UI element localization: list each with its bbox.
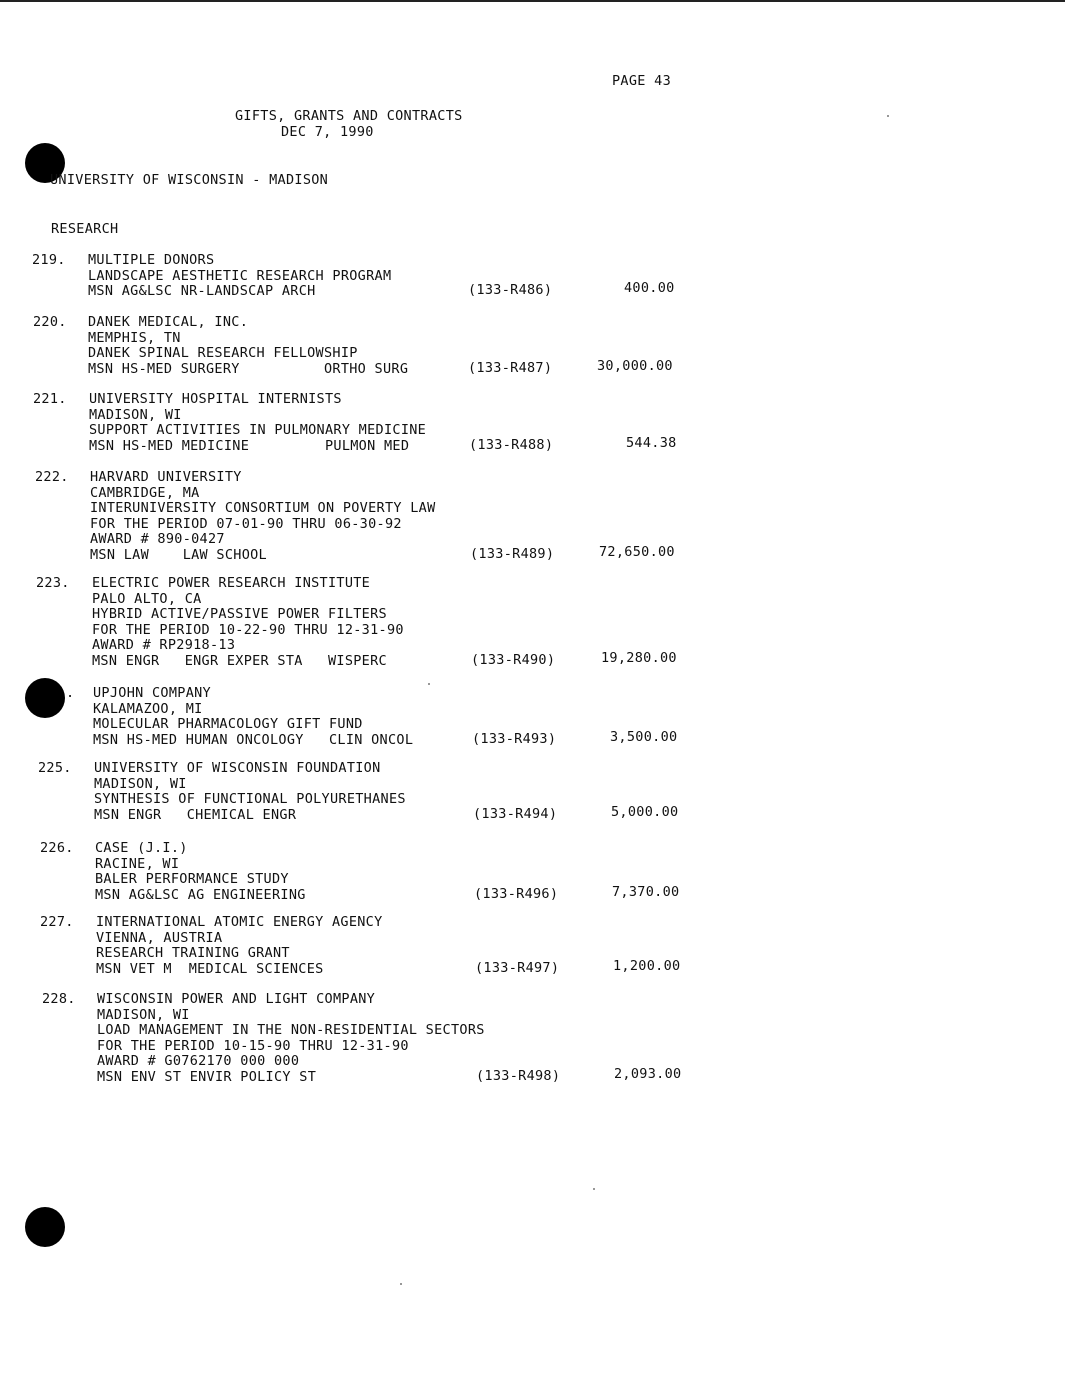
entry-line: RACINE, WI (95, 855, 180, 872)
entry-line: MADISON, WI (94, 775, 187, 792)
entry-account-code: (133-R486) (468, 282, 553, 298)
entry-amount: 3,500.00 (610, 728, 678, 745)
entry-line: KALAMAZOO, MI (93, 700, 203, 717)
entry-line: BALER PERFORMANCE STUDY (95, 871, 289, 887)
entry-number: 223. (36, 575, 70, 591)
entry-number: 220. (33, 314, 67, 330)
scan-speck (593, 1188, 595, 1190)
document-title: GIFTS, GRANTS AND CONTRACTS (235, 108, 463, 124)
entry-line: MSN AG&LSC NR-LANDSCAP ARCH (88, 283, 316, 299)
entry-line: MSN ENGR ENGR EXPER STA WISPERC (92, 652, 387, 669)
entry-line: MULTIPLE DONORS (88, 252, 215, 268)
punch-hole-middle (25, 678, 65, 718)
entry-number: 227. (40, 914, 74, 930)
section-heading: RESEARCH (51, 221, 119, 237)
entry-number: 221. (33, 391, 67, 407)
entry-amount: 400.00 (624, 280, 675, 296)
entry-line: MSN ENGR CHEMICAL ENGR (94, 806, 297, 823)
entry-account-code: (133-R494) (473, 805, 558, 822)
entry-amount: 30,000.00 (597, 357, 673, 374)
institution-name: UNIVERSITY OF WISCONSIN - MADISON (50, 172, 329, 188)
entry-line: INTERNATIONAL ATOMIC ENERGY AGENCY (96, 914, 383, 930)
entry-line: WISCONSIN POWER AND LIGHT COMPANY (97, 991, 376, 1007)
entry-line: DANEK SPINAL RESEARCH FELLOWSHIP (88, 345, 358, 361)
entry-amount: 19,280.00 (601, 649, 677, 666)
scan-top-edge (0, 0, 1065, 2)
entry-line: MSN HS-MED SURGERY ORTHO SURG (88, 360, 409, 377)
entry-line: MSN HS-MED HUMAN ONCOLOGY CLIN ONCOL (93, 731, 414, 748)
entry-line: HYBRID ACTIVE/PASSIVE POWER FILTERS (92, 606, 387, 622)
entry-line: INTERUNIVERSITY CONSORTIUM ON POVERTY LAW (90, 500, 436, 516)
entry-line: PALO ALTO, CA (92, 590, 202, 607)
entry-account-code: (133-R488) (469, 436, 554, 453)
entry-line: MEMPHIS, TN (88, 329, 181, 346)
entry-line: MADISON, WI (97, 1006, 190, 1023)
entry-amount: 72,650.00 (599, 543, 675, 560)
entry-line: FOR THE PERIOD 07-01-90 THRU 06-30-92 (90, 515, 402, 532)
entry-account-code: (133-R489) (470, 545, 555, 562)
document-date: DEC 7, 1990 (281, 124, 374, 140)
entry-line: LOAD MANAGEMENT IN THE NON-RESIDENTIAL SECTORS (97, 1022, 485, 1038)
entry-line: UNIVERSITY HOSPITAL INTERNISTS (89, 391, 342, 407)
entry-amount: 7,370.00 (612, 883, 680, 900)
entry-line: CAMBRIDGE, MA (90, 484, 200, 501)
entry-account-code: (133-R490) (471, 651, 556, 668)
entry-amount: 2,093.00 (614, 1065, 682, 1082)
scan-speck (887, 115, 889, 117)
entry-line: AWARD # RP2918-13 (92, 637, 236, 653)
entry-number: 222. (35, 469, 69, 485)
entry-line: MSN HS-MED MEDICINE PULMON MED (89, 437, 410, 454)
entry-number: 219. (32, 252, 66, 268)
punch-hole-bottom (25, 1207, 65, 1247)
entry-number: 228. (42, 991, 76, 1007)
entry-line: SUPPORT ACTIVITIES IN PULMONARY MEDICINE (89, 422, 427, 438)
entry-line: FOR THE PERIOD 10-15-90 THRU 12-31-90 (97, 1037, 409, 1054)
entry-line: FOR THE PERIOD 10-22-90 THRU 12-31-90 (92, 621, 404, 638)
entry-line: MSN LAW LAW SCHOOL (90, 546, 267, 563)
entry-line: ELECTRIC POWER RESEARCH INSTITUTE (92, 575, 371, 591)
scan-speck (400, 1283, 402, 1285)
entry-line: AWARD # 890-0427 (90, 531, 225, 547)
entry-line: LANDSCAPE AESTHETIC RESEARCH PROGRAM (88, 267, 392, 284)
entry-account-code: (133-R487) (468, 359, 553, 376)
entry-line: RESEARCH TRAINING GRANT (96, 945, 290, 961)
entry-line: MOLECULAR PHARMACOLOGY GIFT FUND (93, 716, 363, 732)
entry-account-code: (133-R493) (472, 730, 557, 747)
entry-account-code: (133-R496) (474, 885, 559, 902)
entry-number: 226. (40, 840, 74, 856)
entry-line: DANEK MEDICAL, INC. (88, 314, 249, 330)
entry-number: . (66, 685, 75, 701)
entry-line: MSN AG&LSC AG ENGINEERING (95, 886, 306, 903)
scan-speck (428, 683, 430, 685)
entry-amount: 544.38 (626, 434, 677, 451)
entry-line: UNIVERSITY OF WISCONSIN FOUNDATION (94, 760, 381, 776)
entry-line: AWARD # G0762170 000 000 (97, 1053, 300, 1069)
entry-number: 225. (38, 760, 72, 776)
entry-line: MSN ENV ST ENVIR POLICY ST (97, 1068, 317, 1085)
entry-account-code: (133-R497) (475, 959, 560, 976)
entry-line: CASE (J.I.) (95, 840, 188, 856)
entry-amount: 1,200.00 (613, 957, 681, 974)
entry-amount: 5,000.00 (611, 803, 679, 820)
entry-line: UPJOHN COMPANY (93, 685, 211, 701)
entry-line: SYNTHESIS OF FUNCTIONAL POLYURETHANES (94, 791, 406, 807)
page-number: PAGE 43 (612, 73, 671, 89)
entry-line: VIENNA, AUSTRIA (96, 929, 223, 946)
entry-line: MADISON, WI (89, 406, 182, 423)
entry-line: HARVARD UNIVERSITY (90, 469, 242, 485)
entry-line: MSN VET M MEDICAL SCIENCES (96, 960, 324, 977)
entry-account-code: (133-R498) (476, 1067, 561, 1084)
